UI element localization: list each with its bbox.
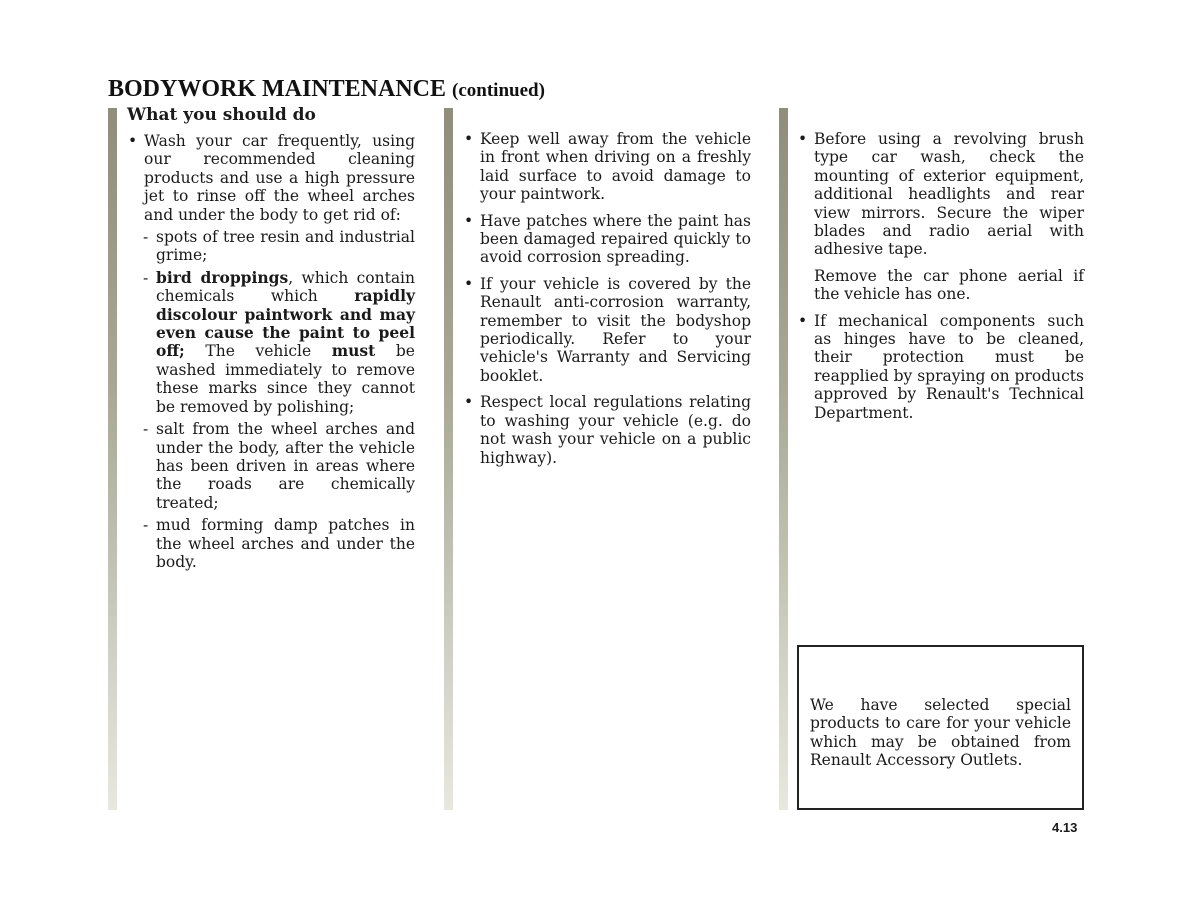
bullet-icon: • xyxy=(128,132,138,150)
must-bold: must xyxy=(331,341,376,361)
vehicle-text: The vehicle xyxy=(184,342,332,361)
list-item-text: Respect local regulations relating to washing your vehicle (e.g. do not wash your vehicle on a public highway). xyxy=(480,393,751,467)
list-item-patches-repaired xyxy=(463,212,751,267)
dash-item-mud xyxy=(127,516,415,571)
column-2-side-bar xyxy=(444,108,453,810)
list-item-text: Keep well away from the vehicle in front when driving on a freshly laid surface to avoid damage to your paintwork. xyxy=(480,130,751,204)
dash-item-text: spots of tree resin and industrial grime; xyxy=(156,228,415,265)
dash-item-text: salt from the wheel arches and under the body, after the vehicle has been driven in areas where the roads are chemically treated; xyxy=(156,420,415,512)
list-item-mechanical-components xyxy=(797,312,1084,422)
list-item-wash-frequently xyxy=(127,132,415,571)
list-item-local-regulations xyxy=(463,393,751,467)
washed-text: be washed immediately to remove these marks since they cannot be removed by polishing; xyxy=(156,342,415,416)
dash-item-tree-resin xyxy=(127,228,415,265)
phone-aerial-note: Remove the car phone aerial if the vehicle has one. xyxy=(814,266,1084,304)
bullet-icon: • xyxy=(798,130,808,148)
list-item-text: Before using a revolving brush type car wash, check the mounting of exterior equipment, additional headlights and rear view mirrors. Secure the wiper blades and radio aerial with adhesive tape. xyxy=(814,130,1084,259)
dash-icon: - xyxy=(143,516,149,535)
dash-icon: - xyxy=(143,420,149,439)
dash-item-salt xyxy=(127,420,415,512)
list-item-keep-away xyxy=(463,130,751,204)
dash-item-bird-droppings xyxy=(127,269,415,416)
column-1-list xyxy=(127,132,415,571)
bullet-icon: • xyxy=(464,130,474,148)
list-item-anti-corrosion-warranty xyxy=(463,275,751,385)
page-title xyxy=(108,74,545,106)
column-1 xyxy=(127,132,415,579)
page-title-main: BODYWORK MAINTENANCE xyxy=(108,76,447,102)
list-item-text: If mechanical components such as hinges have to be cleaned, their protection must be reapplied by spraying on products approved by Renault's Technical Department. xyxy=(814,311,1084,422)
dash-item-text: mud forming damp patches in the wheel arches and under the body. xyxy=(156,516,415,571)
list-item-revolving-brush xyxy=(797,130,1084,304)
section-heading-what-you-should-do: What you should do xyxy=(127,105,316,125)
list-item-text: If your vehicle is covered by the Renault anti-corrosion warranty, remember to visit the bodyshop periodically. Refer to your vehicle's Warranty and Servicing booklet. xyxy=(480,274,751,385)
column-3 xyxy=(797,130,1084,430)
column-2 xyxy=(463,130,751,475)
bullet-icon: • xyxy=(464,393,474,412)
column-3-side-bar xyxy=(779,108,788,810)
list-item-text: Have patches where the paint has been damaged repaired quickly to avoid corrosion spreading. xyxy=(480,211,751,267)
column-2-list xyxy=(463,130,751,467)
notice-box xyxy=(797,645,1084,810)
warning-bold: rapidly discolour paintwork and may even cause the paint to peel off; xyxy=(156,286,415,361)
dash-sublist xyxy=(144,228,415,571)
bird-droppings-text: , which contain chemicals which xyxy=(156,268,415,306)
dash-icon: - xyxy=(143,228,149,247)
bullet-icon: • xyxy=(798,311,808,330)
bullet-icon: • xyxy=(464,211,474,230)
column-3-list xyxy=(797,130,1084,422)
bullet-icon: • xyxy=(464,274,474,293)
column-1-side-bar xyxy=(108,108,117,810)
page-number: 4.13 xyxy=(1052,820,1078,835)
page-title-continued: (continued) xyxy=(452,80,545,101)
list-item-text: Wash your car frequently, using our recommended cleaning products and use a high pressure jet to rinse off the wheel arches and under the body to get rid of: xyxy=(144,132,415,224)
bird-droppings-bold: bird droppings xyxy=(156,267,289,287)
notice-text: We have selected special products to care for your vehicle which may be obtained from Renault Accessory Outlets. xyxy=(810,696,1071,770)
dash-icon: - xyxy=(143,268,149,287)
